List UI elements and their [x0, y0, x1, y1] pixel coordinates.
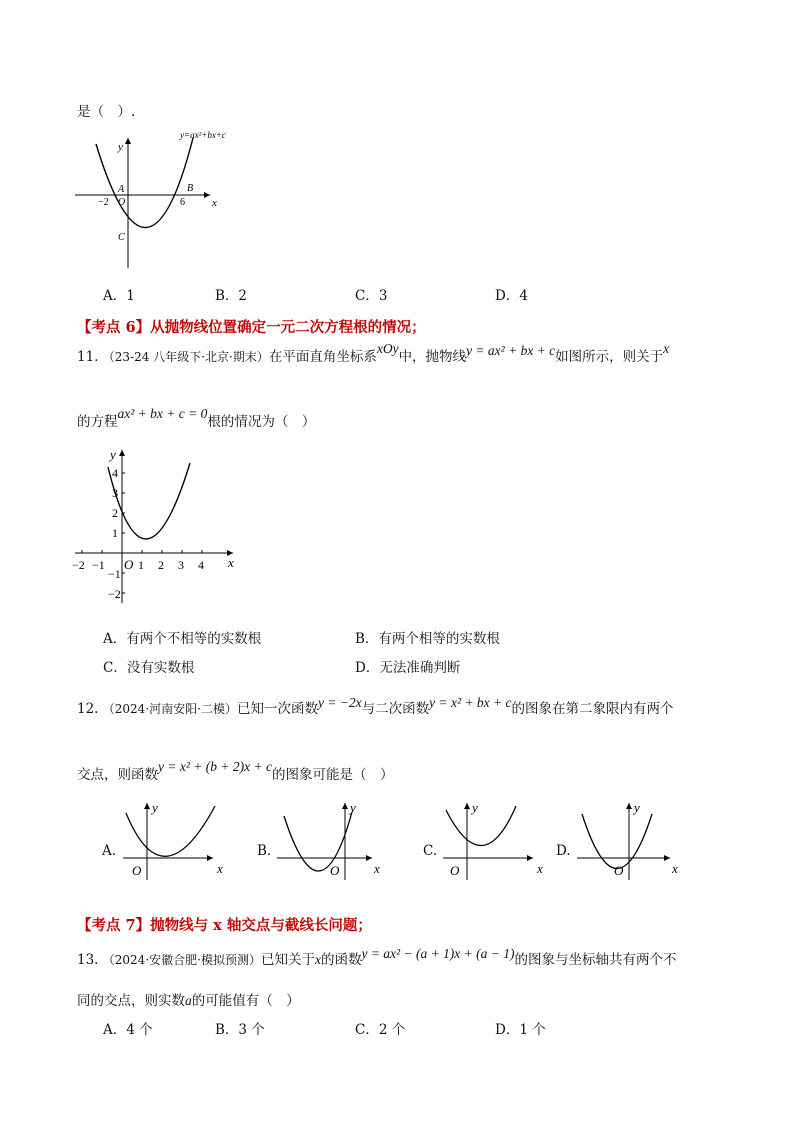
q12-stem-line2: 交点，则函数y = x² + (b + 2)x + c的图象可能是（ ） [77, 759, 394, 783]
q10-option-c: C．3 [355, 288, 388, 304]
q10-point-b: B [187, 183, 194, 194]
q12-d-y-label: y [634, 800, 640, 815]
q11-option-b: B．有两个相等的实数根 [355, 631, 500, 647]
kaodian-7-heading: 【考点 7】抛物线与 x 轴交点与截线长问题； [77, 917, 372, 934]
q11-xtick-neg2: −2 [72, 558, 85, 572]
q10-curve-label: y=ax²+bx+c [180, 130, 226, 140]
q13-stem-line2: 同的交点，则实数a的可能值有（ ） [77, 993, 300, 1009]
q10-tick-neg2: −2 [98, 197, 109, 208]
q11-ytick-neg2: −2 [108, 587, 121, 601]
q10-point-a: A [118, 184, 125, 195]
q12-b-y-label: y [350, 800, 356, 815]
q11-stem-line1: 11. （23-24 八年级下·北京·期末）在平面直角坐标系xOy中，抛物线y = ax² + bx + c如图所示，则关于x [77, 341, 670, 365]
q11-xtick-neg1: −1 [92, 558, 105, 572]
q11-ytick-4: 4 [112, 466, 118, 480]
q11-ytick-neg1: −1 [108, 567, 121, 581]
q13-option-d: D．1 个 [495, 1022, 546, 1038]
q12-a-x-label: x [217, 861, 223, 876]
q12-a-y-label: y [152, 800, 158, 815]
q11-xtick-2: 2 [158, 558, 164, 572]
q12-choice-d-graph [572, 798, 687, 883]
kaodian-6-heading: 【考点 6】从抛物线位置确定一元二次方程根的情况； [77, 319, 426, 336]
q13-option-c: C．2 个 [355, 1022, 406, 1038]
q13-option-b: B．3 个 [215, 1022, 265, 1038]
q12-choice-b-letter: B. [257, 843, 272, 859]
q12-b-x-label: x [374, 861, 380, 876]
q11-option-d: D．无法准确判断 [355, 660, 461, 676]
q11-xtick-3: 3 [178, 558, 184, 572]
q12-stem-line1: 12. （2024·河南安阳·二模）已知一次函数y = −2x与二次函数y = x² + bx + c的图象在第二象限内有两个 [77, 695, 674, 717]
q11-origin: O [124, 557, 134, 572]
q12-choice-c-graph [438, 798, 548, 883]
q11-stem-line2: 的方程ax² + bx + c = 0根的情况为（ ） [77, 406, 316, 430]
q13-stem-line1: 13. （2024·安徽合肥·模拟预测）已知关于x的函数y = ax² − (a + 1)x + (a − 1)的图象与坐标轴共有两个不 [77, 946, 677, 968]
q12-choice-a-letter: A. [102, 843, 117, 859]
q12-a-origin: O [132, 863, 142, 878]
q12-choice-c-letter: C. [423, 843, 438, 859]
q11-xtick-1: 1 [138, 558, 144, 572]
q10-point-c: C [118, 232, 125, 243]
q12-choice-d-letter: D. [556, 843, 571, 859]
q10-y-label: y [118, 141, 123, 153]
q11-ytick-3: 3 [112, 486, 118, 500]
q10-option-b: B．2 [215, 288, 248, 304]
q11-ytick-1: 1 [112, 526, 118, 540]
q10-stem-end: 是（ ）. [77, 104, 136, 120]
q11-xtick-4: 4 [198, 558, 204, 572]
q12-c-y-label: y [472, 800, 478, 815]
q10-option-a: A．1 [103, 288, 135, 304]
q12-d-x-label: x [672, 861, 678, 876]
q12-c-origin: O [450, 863, 460, 878]
q10-tick-6: 6 [180, 197, 185, 208]
q10-graph [70, 128, 250, 273]
q10-origin: O [118, 197, 126, 208]
q12-choice-a-graph [118, 798, 228, 883]
q11-option-c: C．没有实数根 [103, 660, 195, 676]
q11-x-label: x [228, 555, 234, 570]
q10-x-label: x [212, 197, 217, 209]
q11-ytick-2: 2 [112, 506, 118, 520]
q11-graph [70, 445, 250, 610]
q10-option-d: D．4 [495, 288, 528, 304]
q12-c-x-label: x [537, 861, 543, 876]
q13-option-a: A．4 个 [103, 1022, 153, 1038]
q11-option-a: A．有两个不相等的实数根 [103, 631, 262, 647]
q11-y-label: y [110, 447, 116, 462]
q12-choice-b-graph [272, 798, 387, 883]
q12-d-origin: O [614, 863, 624, 878]
q12-b-origin: O [330, 863, 340, 878]
